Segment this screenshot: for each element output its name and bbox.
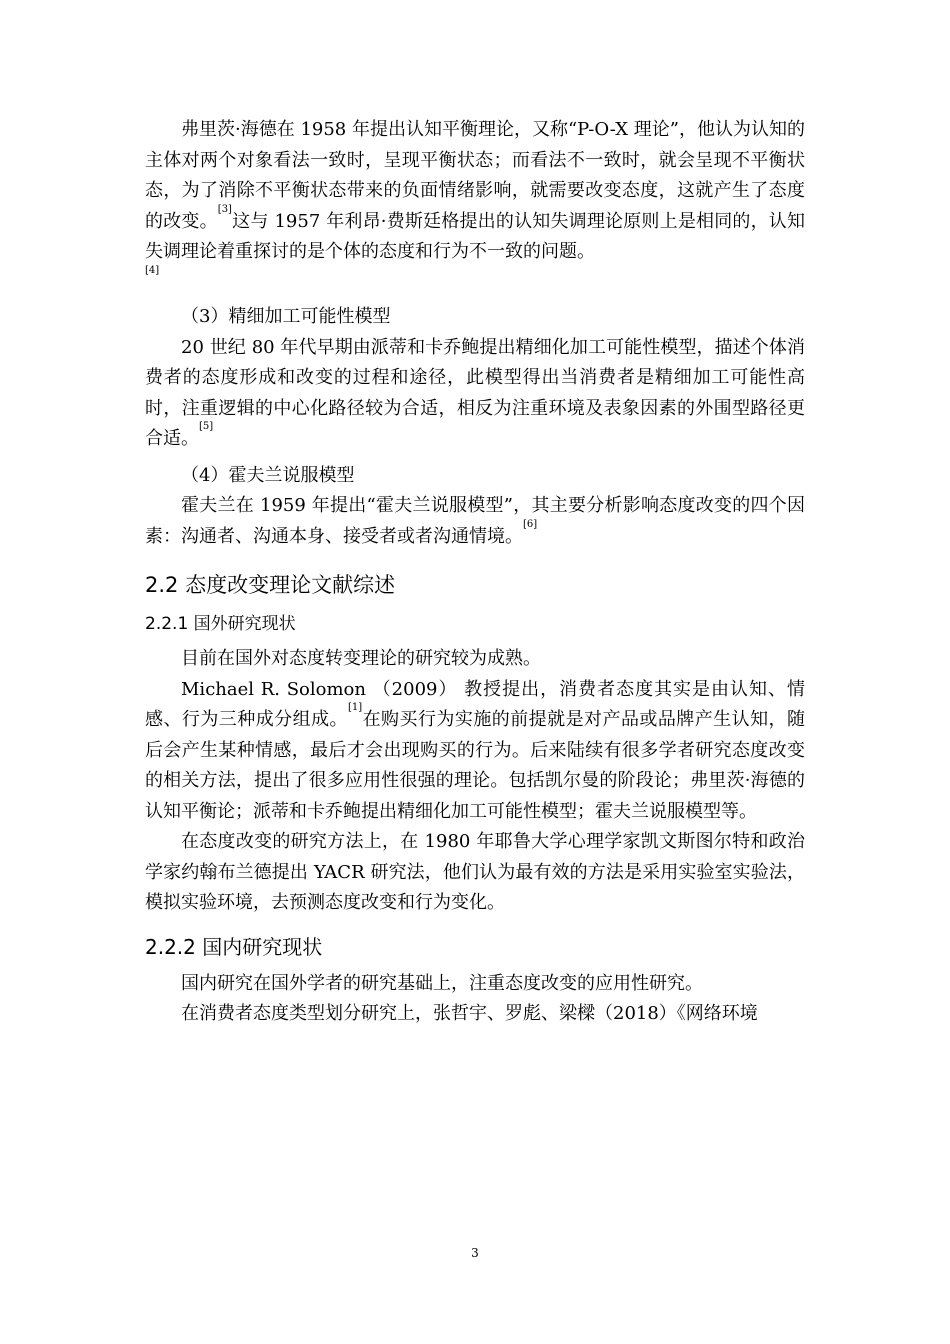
citation-6: [6] <box>523 518 538 530</box>
paragraph-domestic-intro: 国内研究在国外学者的研究基础上，注重态度改变的应用性研究。 <box>181 972 703 994</box>
paragraph-foreign-intro: 目前在国外对态度转变理论的研究较为成熟。 <box>181 648 541 669</box>
section-heading-2-2: 2.2 态度改变理论文献综述 <box>145 573 396 597</box>
citation-1: [1] <box>347 702 363 713</box>
citation-3: [3] <box>217 203 232 215</box>
citation-5: [5] <box>199 421 214 432</box>
section-heading-2-2-2: 2.2.2 国内研究现状 <box>145 934 323 959</box>
paragraph-consumer-attitude-types: 在消费者态度类型划分研究上，张哲宇、罗彪、梁樑（2018）《网络环境 <box>181 1003 758 1024</box>
citation-4: [4] <box>145 264 160 276</box>
paragraph-yacr-method: 在态度改变的研究方法上，在 1980 年耶鲁大学心理学家凯文斯图尔特和政治学家约翰布兰德提出 YACR 研究法，他们认为最有效的方法是采用实验室实验法，模拟实验环境，去预测态度改变和行为变化。 <box>145 831 805 913</box>
subheading-elaboration-model: （3）精细加工可能性模型 <box>181 306 391 327</box>
section-heading-2-2-1: 2.2.1 国外研究现状 <box>145 614 296 634</box>
page-number: 3 <box>471 1246 479 1260</box>
page-content <box>145 115 805 1030</box>
subheading-hovland-model: （4）霍夫兰说服模型 <box>181 464 355 486</box>
paragraph-cognitive-balance: 弗里茨·海德在 1958 年提出认知平衡理论，又称“P-O-X 理论”，他认为认知的主体对两个对象看法一致时，呈现平衡状态；而看法不一致时，就会呈现不平衡状态，为了消除不平衡状态带来的负面情绪影响，就需要改变态度，这就产生了态度的改变。[3]这与 1957 年利昂·费斯廷格提出的认知失调理论原则上是相同的，认知失调理论着重探讨的是个体的态度和行为不一致的问题。 [4] <box>145 119 806 276</box>
paragraph-solomon: Michael R. Solomon （2009） 教授提出，消费者态度其实是由认知、情感、行为三种成分组成。[1]在购买行为实施的前提就是对产品或品牌产生认知，随后会产生某种情感，最后才会出现购买的行为。后来陆续有很多学者研究态度改变的相关方法，提出了很多应用性很强的理论。包括凯尔曼的阶段论；弗里茨·海德的认知平衡论；派蒂和卡乔鲍提出精细化加工可能性模型；霍夫兰说服模型等。 <box>145 678 806 822</box>
paragraph-hovland-model: 霍夫兰在 1959 年提出“霍夫兰说服模型”，其主要分析影响态度改变的四个因素：沟通者、沟通本身、接受者或者沟通情境。[6] <box>145 495 805 547</box>
paragraph-elaboration-model: 20 世纪 80 年代早期由派蒂和卡乔鲍提出精细化加工可能性模型，描述个体消费者的态度形成和改变的过程和途径，此模型得出当消费者是精细加工可能性高时，注重逻辑的中心化路径较为合适，相反为注重环境及表象因素的外围型路径更合适。[5] <box>145 336 805 449</box>
